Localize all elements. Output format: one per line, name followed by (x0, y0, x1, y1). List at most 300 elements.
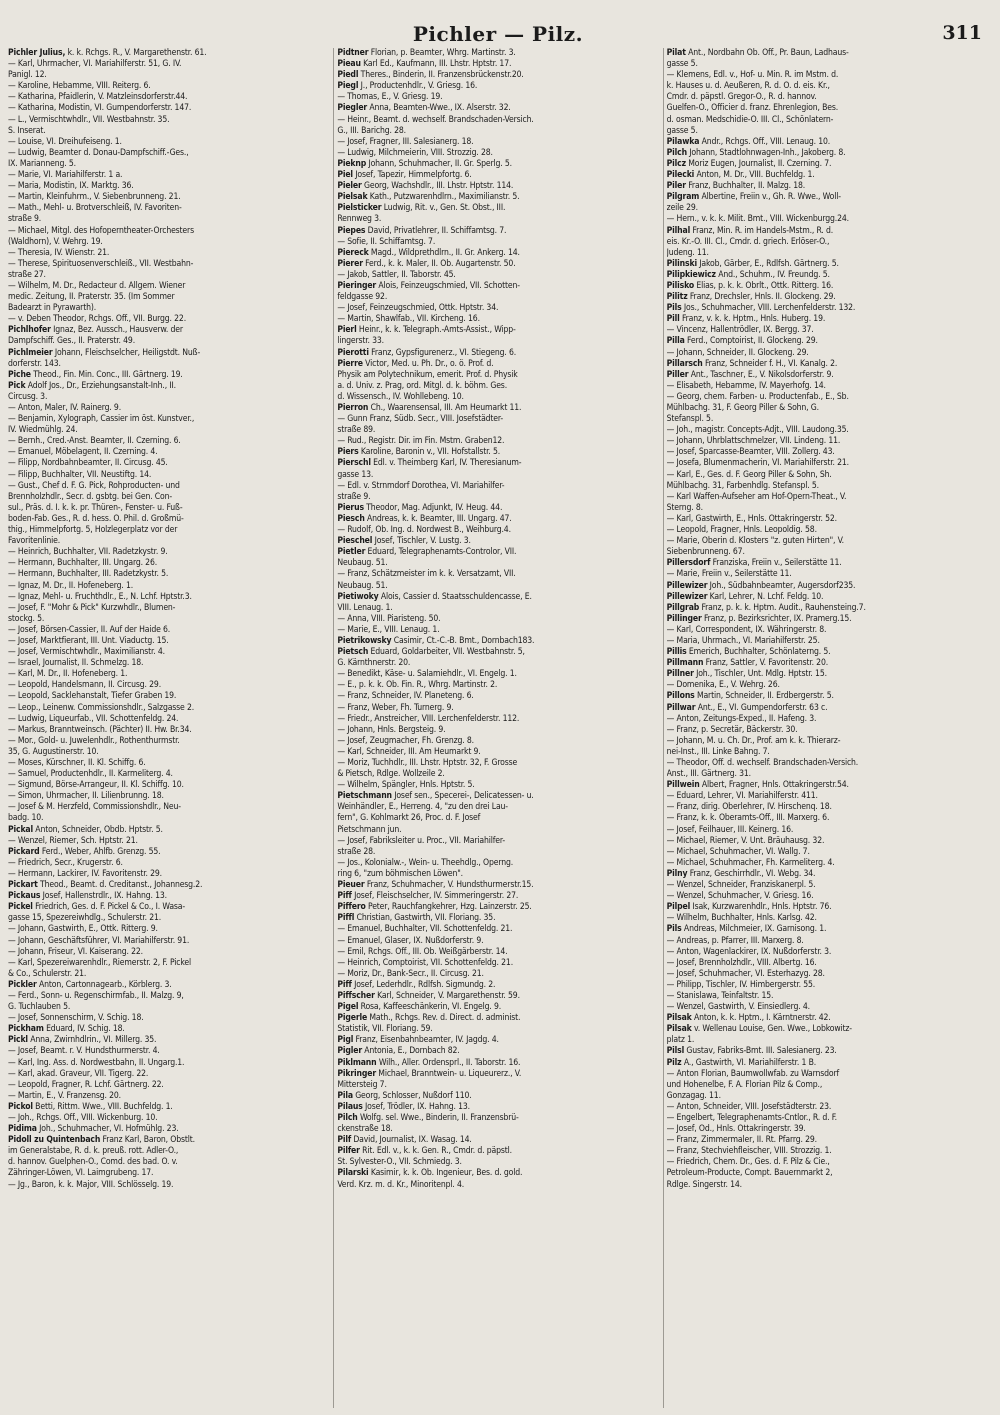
entry-details: Eduard, Goldarbeiter, VII. Westbahnstr. 5, (368, 647, 525, 658)
directory-entry (667, 1046, 988, 1057)
entry-details: — Elisabeth, Hebamme, IV. Mayerhofg. 14. (666, 380, 826, 391)
directory-entry (337, 1157, 658, 1168)
directory-entry (667, 514, 988, 525)
entry-surname: Pilisko (666, 280, 695, 291)
entry-details: — Jakob, Sattler, II. Taborstr. 45. (337, 269, 456, 280)
entry-details: — Marie, E., VIII. Lenaug. 1. (337, 624, 440, 635)
entry-surname: Pilarski (337, 1168, 369, 1179)
entry-surname: Pieknp (337, 158, 367, 169)
entry-details: ckenstraße 18. (337, 1124, 393, 1135)
directory-entry (337, 248, 658, 259)
entry-details: — Israel, Journalist, II. Schmelzg. 18. (8, 658, 144, 669)
entry-details: — Leopold, Fragner, Hnls. Leopoldig. 58. (666, 525, 817, 536)
directory-entry (337, 259, 658, 270)
entry-details: — Franz, dirig. Oberlehrer, IV. Hirschenq. 18. (666, 802, 832, 813)
entry-details: — Leopold, Sacklehanstalt, Tiefer Graben 19. (8, 691, 177, 702)
directory-entry (337, 825, 658, 836)
directory-entry (337, 924, 658, 935)
entry-surname: Piedl (337, 70, 359, 81)
entry-details: platz 1. (666, 1035, 695, 1046)
directory-entry (667, 48, 988, 59)
entry-details: Georg, Schlosser, Nußdorf 110. (352, 1090, 472, 1101)
entry-surname: Pichlmeier (8, 347, 53, 358)
entry-details: — Franz, Stechviehfleischer, VIII. Strozzig. 1. (666, 1146, 832, 1157)
directory-entry (8, 248, 329, 259)
directory-entry (8, 203, 329, 214)
entry-details: Franziska, Freiin v., Seilerstätte 11. (710, 558, 842, 569)
entry-details: Florian, p. Beamter, Whrg. Martinstr. 3. (368, 48, 516, 58)
directory-entry (337, 1180, 658, 1191)
entry-details: — Franz, p. Secretär, Bäckerstr. 30. (666, 724, 798, 735)
directory-entry (8, 891, 329, 902)
directory-entry (8, 170, 329, 181)
entry-details: d. hannov. Guelphen-O., Comd. des bad. O. v. (8, 1157, 178, 1168)
directory-entry (667, 148, 988, 159)
entry-surname: Pillons (666, 691, 695, 702)
entry-surname: Pilny (666, 868, 688, 879)
directory-entry (8, 1113, 329, 1124)
directory-entry (667, 669, 988, 680)
directory-entry (8, 348, 329, 359)
entry-surname: Pickal (8, 824, 33, 835)
directory-entry (337, 514, 658, 525)
directory-entry (337, 1080, 658, 1091)
entry-details: straße 9. (8, 214, 42, 225)
entry-details: — Josef & M. Herzfeld, Commissionshdlr., Neu- (8, 802, 181, 813)
entry-details: — Edl. v. Strnmdorf Dorothea, VI. Mariahilfer- (337, 480, 505, 491)
entry-details: — Leopold, Fragner, R. Lchf. Gärtnerg. 22. (8, 1079, 164, 1090)
directory-entry (667, 725, 988, 736)
directory-entry (667, 536, 988, 547)
entry-surname: Pillner (666, 669, 694, 680)
directory-entry (8, 802, 329, 813)
entry-details: — Johann, Friseur, VI. Kaiserang. 22. (8, 946, 143, 957)
entry-details: David, Journalist, IX. Wasag. 14. (351, 1135, 472, 1146)
directory-entry (667, 1013, 988, 1024)
directory-entry (337, 392, 658, 403)
entry-details: — Hermann, Buchhalter, III. Radetzkystr. 5. (8, 569, 169, 580)
entry-details: — Anton, Maler, IV. Rainerg. 9. (8, 403, 122, 413)
directory-entry (8, 1013, 329, 1024)
entry-details: Rit. Edl. v., k. k. Gen. R., Cmdr. d. päpstl. (359, 1146, 512, 1157)
directory-entry (667, 592, 988, 603)
entry-details: lingerstr. 33. (337, 336, 384, 347)
entry-surname: Pillewizer (666, 580, 708, 591)
column-2 (333, 48, 658, 1408)
entry-surname: Piff (337, 979, 352, 990)
entry-details: — Martin, Kleinfuhrm., V. Siebenbrunneng. 21. (8, 192, 181, 203)
directory-entry (337, 1013, 658, 1024)
entry-surname: Pietsch (337, 647, 369, 658)
directory-entry (337, 1002, 658, 1013)
directory-entry (8, 758, 329, 769)
entry-details: fern", G. Kohlmarkt 26, Proc. d. F. Josef (337, 813, 481, 824)
entry-surname: Pickard (8, 846, 40, 857)
entry-details: im Generalstabe, R. d. k. preuß. rott. Adler-O., (8, 1146, 179, 1157)
entry-details: S. Inserat. (8, 125, 46, 136)
entry-details: — Friedrich, Secr., Krugerstr. 6. (8, 857, 123, 868)
directory-entry (8, 492, 329, 503)
directory-entry (667, 126, 988, 137)
directory-entry (8, 847, 329, 858)
directory-entry (667, 1069, 988, 1080)
entry-surname: Pillinger (666, 613, 702, 624)
entry-details: gasse 5. (666, 59, 698, 70)
directory-entry (337, 170, 658, 181)
entry-details: Edl. v. Theimberg Karl, IV. Theresianum- (370, 458, 522, 469)
directory-entry (667, 747, 988, 758)
entry-details: — Karl, E., Ges. d. F. Georg Piller & Sohn, Sh. (666, 469, 832, 480)
entry-details: — Karl, Correspondent, IX. Währingerstr. 8. (666, 624, 827, 635)
entry-details: — Anton, Wagenlackirer, IX. Nußdorferstr. 3. (666, 946, 832, 957)
directory-entry (8, 669, 329, 680)
entry-details: ring 6, "zum böhmischen Löwen". (337, 868, 463, 879)
directory-entry (337, 714, 658, 725)
directory-entry (337, 614, 658, 625)
directory-entry (337, 381, 658, 392)
directory-entry (337, 547, 658, 558)
directory-entry (8, 81, 329, 92)
entry-details: Dampfschiff. Ges., II. Praterstr. 49. (8, 336, 135, 347)
entry-surname: Pietler (337, 547, 366, 558)
entry-details: — Franz, Schätzmeister im k. k. Versatzamt, VII. (337, 569, 516, 580)
directory-entry (337, 525, 658, 536)
directory-entry (337, 348, 658, 359)
entry-details: — Thomas, E., V. Griesg. 19. (337, 92, 443, 103)
directory-entry (8, 658, 329, 669)
entry-details: Favoritenlinie. (8, 536, 61, 547)
entry-surname: Pielsak (337, 192, 368, 203)
directory-entry (667, 802, 988, 813)
directory-entry (667, 658, 988, 669)
directory-entry (667, 1035, 988, 1046)
entry-details: Franz, Sattler, V. Favoritenstr. 20. (703, 658, 829, 669)
directory-entry (8, 148, 329, 159)
directory-entry (8, 458, 329, 469)
directory-entry (337, 880, 658, 891)
entry-surname: Pierre (337, 358, 363, 369)
entry-details: — Theresia, IV. Wienstr. 21. (8, 247, 110, 258)
entry-details: Ferd., Weber, Ahlfb. Grenzg. 55. (39, 846, 161, 857)
entry-details: (Waldhorn), V. Wehrg. 19. (8, 236, 103, 247)
entry-details: Kasimir, k. k. Ob. Ingenieur, Bes. d. gold. (368, 1168, 523, 1179)
entry-surname: Pillis (666, 647, 687, 658)
entry-details: — Samuel, Productenhdlr., II. Karmeliterg. 4. (8, 769, 173, 780)
entry-surname: Pickler (8, 979, 37, 990)
directory-entry (8, 625, 329, 636)
entry-details: IV. Wiedmühlg. 24. (8, 425, 78, 436)
entry-surname: Pidoll zu Quintenbach (8, 1135, 101, 1146)
entry-details: — Emil, Rchgs. Off., III. Ob. Weißgärberstr. 14. (337, 946, 508, 957)
entry-surname: Piffl (337, 913, 355, 924)
directory-entry (337, 336, 658, 347)
directory-entry (337, 558, 658, 569)
entry-details: Verd. Krz. m. d. Kr., Minoritenpl. 4. (337, 1179, 465, 1190)
directory-entry (667, 813, 988, 824)
entry-details: Heinr., k. k. Telegraph.-Amts-Assist., Wipp- (356, 325, 516, 336)
entry-surname: Piklmann (337, 1057, 377, 1068)
directory-entry (8, 1024, 329, 1035)
entry-surname: Pikringer (337, 1068, 376, 1079)
directory-entry (337, 869, 658, 880)
entry-details: — Theodor, Off. d. wechself. Brandschaden-Versich. (666, 758, 859, 768)
directory-entry (8, 59, 329, 70)
entry-details: David, Privatlehrer, II. Schiffamtsg. 7. (365, 225, 507, 236)
directory-entry (337, 980, 658, 991)
directory-entry (8, 470, 329, 481)
directory-entry (337, 569, 658, 580)
entry-details: — Marie, Oberin d. Klosters "z. guten Hirten", V. (666, 536, 844, 547)
entry-details: Zähringer-Löwen, VI. Laimgrubeng. 17. (8, 1168, 154, 1179)
entry-details: Brennholzhdlr., Secr. d. gsbtg. bei Gen. Con- (8, 491, 173, 502)
directory-entry (8, 536, 329, 547)
directory-entry (8, 259, 329, 270)
entry-details: — Wilhelm, M. Dr., Redacteur d. Allgem. Wiener (8, 280, 186, 291)
directory-entry (8, 791, 329, 802)
directory-entry (667, 1168, 988, 1179)
directory-entry (8, 514, 329, 525)
entry-details: — Josef, Vermischtwhdlr., Maximilianstr. 4. (8, 647, 165, 658)
directory-entry (667, 414, 988, 425)
directory-entry (337, 680, 658, 691)
directory-entry (337, 292, 658, 303)
directory-entry (667, 203, 988, 214)
directory-entry (8, 525, 329, 536)
entry-details: Ludwig, Rit. v., Gen. St. Obst., III. (381, 203, 506, 214)
entry-details: Neubaug. 51. (337, 558, 388, 569)
entry-details: Rosa, Kaffeeschänkerin, VI. Engelg. 9. (358, 1002, 502, 1013)
entry-details: — Ludwig, Liqueurfab., VII. Schottenfeldg. 24. (8, 713, 179, 724)
entry-details: straße 27. (8, 269, 46, 280)
directory-entry (8, 1002, 329, 1013)
directory-entry (337, 1113, 658, 1124)
directory-entry (8, 270, 329, 281)
entry-details: — Ignaz, M. Dr., II. Hofeneberg. 1. (8, 580, 134, 591)
directory-entry (8, 436, 329, 447)
directory-entry (667, 680, 988, 691)
entry-details: — Wilhelm, Spängler, Hnls. Hptstr. 5. (337, 780, 475, 791)
directory-entry (667, 70, 988, 81)
directory-entry (667, 603, 988, 614)
directory-entry (667, 336, 988, 347)
entry-details: Peter, Rauchfangkehrer, Hzg. Lainzerstr. 25. (365, 902, 532, 913)
entry-details: & Co., Schulerstr. 21. (8, 968, 87, 979)
entry-surname: Pickol (8, 1101, 33, 1112)
entry-details: Franz, v. k. k. Hptm., Hnls. Huberg. 19. (679, 314, 826, 325)
directory-entry (8, 192, 329, 203)
directory-entry (667, 137, 988, 148)
directory-entry (8, 1058, 329, 1069)
entry-details: gasse 5. (666, 125, 698, 136)
directory-entry (8, 1046, 329, 1057)
entry-surname: Pilipkiewicz (666, 269, 716, 280)
entry-details: — Wenzel, Gastwirth, V. Einsiedlerg. 4. (666, 1002, 810, 1013)
directory-entry (8, 913, 329, 924)
entry-details: — Josef, Marktfierant, III. Unt. Viaductg. 15. (8, 635, 169, 646)
directory-entry (667, 1124, 988, 1135)
directory-entry (337, 137, 658, 148)
entry-details: — Wenzel, Riemer, Sch. Hptstr. 21. (8, 835, 138, 846)
directory-entry (8, 813, 329, 824)
entry-details: — Benedikt, Käse- u. Salamiehdlr., VI. Engelg. 1. (337, 669, 517, 680)
entry-details: Anton, Cartonnagearb., Körblerg. 3. (36, 979, 172, 990)
directory-entry (8, 780, 329, 791)
entry-details: & Pietsch, Rdlge. Wollzeile 2. (337, 769, 445, 780)
directory-entry (667, 947, 988, 958)
entry-details: — Ignaz, Mehl- u. Fruchthdlr., E., N. Lchf. Hptstr.3. (8, 591, 192, 602)
entry-details: — Maria, Uhrmach., VI. Mariahilferstr. 25. (666, 635, 820, 646)
directory-entry (667, 92, 988, 103)
entry-details: — Josef, Feinzeugschmied, Ottk. Hptstr. 34. (337, 303, 499, 314)
entry-details: badg. 10. (8, 813, 44, 824)
entry-details: — Karl, akad. Graveur, VII. Tigerg. 22. (8, 1068, 149, 1079)
directory-entry (8, 569, 329, 580)
directory-columns (8, 48, 988, 1408)
directory-entry (8, 691, 329, 702)
entry-details: eis. Kr.-O. III. Cl., Cmdr. d. griech. Erlöser-O., (666, 236, 830, 247)
directory-entry (337, 581, 658, 592)
directory-entry (667, 1091, 988, 1102)
directory-entry (337, 436, 658, 447)
entry-details: Karl Ed., Kaufmann, III. Lhstr. Hptstr. 17. (360, 59, 512, 70)
directory-entry (8, 1157, 329, 1168)
entry-details: — Franz, Schneider, IV. Planeteng. 6. (337, 691, 474, 702)
directory-entry (8, 1124, 329, 1135)
directory-entry (8, 1135, 329, 1146)
entry-details: — Domenika, E., V. Wehrg. 26. (666, 680, 780, 691)
directory-entry (337, 303, 658, 314)
entry-details: medic. Zeitung, II. Praterstr. 35. (Im Sommer (8, 292, 175, 303)
entry-details: Neubaug. 51. (337, 580, 388, 591)
directory-entry (8, 92, 329, 103)
entry-details: — Hermann, Buchhalter, III. Ungarg. 26. (8, 558, 158, 569)
directory-entry (337, 103, 658, 114)
directory-entry (667, 59, 988, 70)
directory-entry (337, 359, 658, 370)
entry-details: — Josef, Zeugmacher, Fh. Grenzg. 8. (337, 735, 474, 746)
entry-details: — Ludwig, Beamter d. Donau-Dampfschiff.-Ges., (8, 147, 189, 158)
directory-entry (8, 1146, 329, 1157)
directory-entry (667, 991, 988, 1002)
directory-entry (337, 403, 658, 414)
directory-entry (667, 1157, 988, 1168)
directory-entry (8, 936, 329, 947)
entry-surname: Pilecki (666, 170, 695, 181)
directory-entry (667, 891, 988, 902)
entry-surname: Pidima (8, 1124, 37, 1135)
directory-entry (337, 669, 658, 680)
entry-details: — Gunn Franz, Südb. Secr., VIII. Josefstädter- (337, 414, 504, 425)
directory-entry (337, 481, 658, 492)
directory-entry (667, 880, 988, 891)
entry-details: Anton, M. Dr., VIII. Buchfeldg. 1. (694, 170, 815, 181)
entry-details: Josef, Tischler, V. Lustg. 3. (372, 536, 471, 547)
entry-details: d. osman. Medschidie-O. III. Cl., Schönlatern- (666, 114, 834, 125)
entry-details: — Ferd., Sonn- u. Regenschirmfab., II. Malzg. 9, (8, 990, 184, 1001)
entry-details: Franz Karl, Baron, Obstlt. (100, 1135, 195, 1146)
directory-entry (337, 1069, 658, 1080)
directory-entry (337, 414, 658, 425)
entry-details: — Friedrich, Chem. Dr., Ges. d. F. Pilz & Cie., (666, 1157, 830, 1168)
directory-entry (8, 714, 329, 725)
entry-details: Judeng. 11. (666, 247, 709, 258)
entry-surname: Pilpel (666, 902, 691, 913)
entry-details: — Johann, Uhrblattschmelzer, VII. Lindeng. 11. (666, 436, 841, 447)
entry-details: — Therese, Spirituosenverschleiß., VII. Westbahn- (8, 258, 194, 269)
entry-details: Emerich, Buchhalter, Schönlaterng. 5. (686, 647, 831, 658)
directory-entry (8, 336, 329, 347)
entry-details: — Karl, Ing. Ass. d. Nordwestbahn, II. Ungarg.1. (8, 1057, 185, 1068)
directory-entry (8, 359, 329, 370)
entry-details: Martin, Schneider, II. Erdbergerstr. 5. (694, 691, 834, 702)
entry-details: VIII. Lenaug. 1. (337, 602, 393, 613)
entry-details: — Vincenz, Hallentrödler, IX. Bergg. 37. (666, 325, 814, 336)
directory-entry (337, 969, 658, 980)
entry-surname: Pieuer (337, 880, 365, 891)
entry-details: Eduard, Telegraphenamts-Controlor, VII. (365, 547, 517, 558)
entry-details: And., Schuhm., IV. Freundg. 5. (715, 269, 830, 280)
entry-details: Franz, Schneider f. H., VI. Kanalg. 2. (702, 358, 838, 369)
entry-details: — Josef, Börsen-Cassier, II. Auf der Haide 6. (8, 624, 171, 635)
entry-details: — Leop., Leinenw. Commissionshdlr., Salzgasse 2. (8, 702, 195, 713)
directory-entry (8, 725, 329, 736)
entry-details: dorferstr. 143. (8, 358, 61, 369)
entry-details: a. d. Univ. z. Prag, ord. Mitgl. d. k. böhm. Ges. (337, 380, 507, 391)
directory-entry (8, 103, 329, 114)
directory-entry (8, 1080, 329, 1091)
directory-entry (337, 936, 658, 947)
entry-surname: Pila (337, 1090, 353, 1101)
entry-details: Elias, p. k. k. Obrlt., Ottk. Ritterg. 16. (694, 280, 834, 291)
entry-details: — Josef, Sonnenschirm, V. Schig. 18. (8, 1013, 144, 1024)
entry-details: Franz, Drechsler, Hnls. II. Glockeng. 29. (687, 292, 836, 303)
directory-entry (337, 370, 658, 381)
directory-entry (667, 1180, 988, 1191)
entry-surname: Pick (8, 380, 26, 391)
directory-entry (667, 847, 988, 858)
entry-details: G., III. Barichg. 28. (337, 125, 406, 136)
entry-details: — Andreas, p. Pfarrer, III. Marxerg. 8. (666, 935, 804, 946)
directory-entry (8, 858, 329, 869)
entry-details: straße 28. (337, 846, 376, 857)
directory-entry (8, 603, 329, 614)
directory-entry (8, 481, 329, 492)
directory-entry (667, 181, 988, 192)
entry-details: — Katharina, Pfaidlerin, V. Matzleinsdorferstr.44. (8, 92, 188, 103)
directory-entry (667, 192, 988, 203)
entry-details: — Filipp, Nordbahnbeamter, II. Circusg. 45. (8, 458, 168, 469)
directory-entry (667, 858, 988, 869)
entry-details: thig., Himmelpfortg. 5, Holzlegerplatz vor der (8, 525, 178, 536)
entry-surname: Pilfer (337, 1146, 360, 1157)
entry-surname: Pils (666, 924, 682, 935)
entry-details: — Filipp, Buchhalter, VII. Neustiftg. 14. (8, 469, 152, 480)
entry-details: — Josef, Beamt. r. V. Hundsthurmerstr. 4. (8, 1046, 160, 1057)
entry-details: Jakob, Gärber, E., Rdlfsh. Gärtnerg. 5. (696, 258, 839, 269)
directory-entry (8, 647, 329, 658)
directory-entry (667, 614, 988, 625)
directory-entry (667, 492, 988, 503)
entry-surname: Pigel (337, 1002, 359, 1013)
entry-surname: Piffscher (337, 990, 375, 1001)
entry-surname: Pieringer (337, 280, 377, 291)
entry-surname: Pielsticker (337, 203, 382, 214)
entry-surname: Piler (666, 181, 686, 192)
directory-entry (667, 924, 988, 935)
directory-entry (8, 581, 329, 592)
entry-details: nei-Inst., III. Linke Bahng. 7. (666, 746, 770, 757)
entry-details: Johann, Schuhmacher, II. Gr. Sperlg. 5. (366, 158, 512, 169)
